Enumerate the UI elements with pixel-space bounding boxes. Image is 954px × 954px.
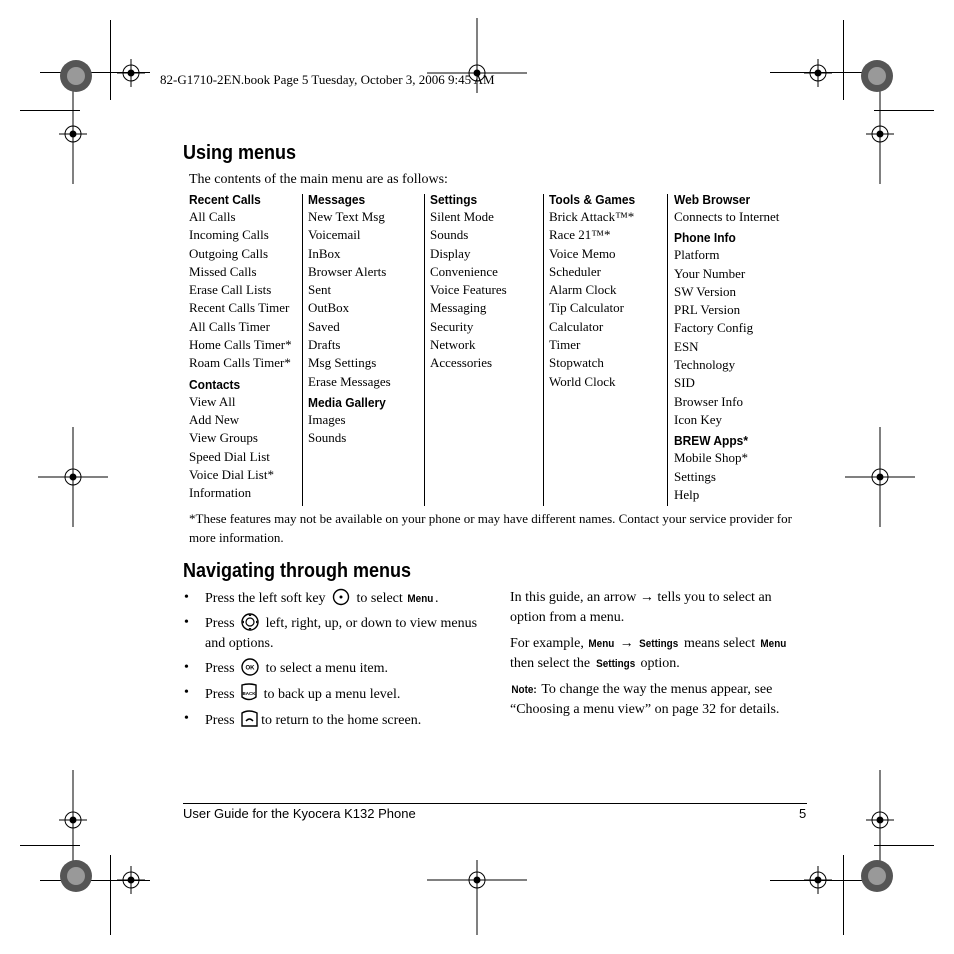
menu-column xyxy=(674,192,779,504)
menu-item: Sent xyxy=(308,282,332,298)
menu-item: OutBox xyxy=(308,300,350,316)
menu-item: Messaging xyxy=(430,300,487,316)
menu-group xyxy=(674,433,779,504)
end-key-icon xyxy=(241,709,258,728)
menu-item: Connects to Internet xyxy=(674,209,780,224)
menu-item: Alarm Clock xyxy=(549,282,617,298)
menu-item: Home Calls Timer* xyxy=(189,337,292,353)
menu-item: Platform xyxy=(674,247,720,263)
list-item: • Press OK to select a menu item. xyxy=(184,660,389,676)
column-divider xyxy=(424,194,425,506)
footer-title: User Guide for the Kyocera K132 Phone xyxy=(183,806,416,821)
menu-group xyxy=(674,230,779,429)
list-item: • Press the left soft key to select Menu. xyxy=(184,590,439,606)
menu-item: Roam Calls Timer* xyxy=(189,355,291,371)
menu-heading: Recent Calls xyxy=(189,192,261,207)
menu-item: Help xyxy=(674,486,700,502)
menu-item: Your Number xyxy=(674,265,746,281)
menu-item: Network xyxy=(430,337,476,353)
footnote: *These features may not be available on your phone or may have different names. Contact your service provider for more information. xyxy=(189,511,792,545)
menu-item: View Groups xyxy=(189,430,258,446)
column-divider xyxy=(302,194,303,506)
menu-heading: Web Browser xyxy=(674,192,751,207)
ok-key-icon xyxy=(241,658,259,676)
menu-item: Display xyxy=(430,245,471,261)
menu-item: Voice Dial List* xyxy=(189,466,274,482)
menu-item: Browser Alerts xyxy=(308,263,387,279)
print-header: 82-G1710-2EN.book Page 5 Tuesday, October 3, 2006 9:45 AM xyxy=(160,72,495,87)
menu-item: Missed Calls xyxy=(189,263,257,279)
menu-group xyxy=(674,192,779,226)
menu-group xyxy=(549,192,643,391)
menu-item: Erase Call Lists xyxy=(189,282,272,298)
menu-item: Convenience xyxy=(430,263,498,279)
menu-item: Mobile Shop* xyxy=(674,450,749,466)
menu-item: Images xyxy=(308,411,346,427)
menu-item: Accessories xyxy=(430,355,493,371)
menu-item: Saved xyxy=(308,318,340,334)
menu-item: Race 21™* xyxy=(549,227,611,243)
menu-heading: Media Gallery xyxy=(308,394,386,410)
menu-item: Recent Calls Timer xyxy=(189,300,290,316)
menu-item: Msg Settings xyxy=(308,355,377,371)
bullet-list xyxy=(184,588,484,735)
svg-text:BACK: BACK xyxy=(242,691,256,696)
menu-column xyxy=(549,192,643,391)
menu-item: Outgoing Calls xyxy=(189,245,269,261)
menu-heading: Contacts xyxy=(189,376,241,392)
menu-item: All Calls xyxy=(189,209,236,224)
page-number: 5 xyxy=(799,806,807,821)
menu-item: Silent Mode xyxy=(430,209,494,224)
menu-item: Icon Key xyxy=(674,411,723,427)
menu-item: World Clock xyxy=(549,373,616,389)
menu-column xyxy=(308,192,393,448)
menu-item: Sounds xyxy=(308,430,347,446)
menu-arrow-explanation xyxy=(510,588,810,726)
menu-heading: Phone Info xyxy=(674,230,736,246)
column-divider xyxy=(667,194,668,506)
section-title: Navigating through menus xyxy=(183,560,412,582)
menu-group xyxy=(308,395,393,448)
paragraph: In this guide, an arrow → tells you to select an option from a menu. xyxy=(510,590,772,625)
menu-item: Voice Features xyxy=(430,282,507,298)
menu-item: Incoming Calls xyxy=(189,227,269,243)
menu-column xyxy=(430,192,507,373)
menu-item: Voicemail xyxy=(308,227,361,243)
list-item: • Press left, right, up, or down to view menus and options. xyxy=(184,615,478,651)
page-title: Using menus xyxy=(183,142,297,164)
menu-heading: BREW Apps* xyxy=(674,433,748,449)
navigation-key-icon xyxy=(241,613,259,631)
menu-item: Erase Messages xyxy=(308,373,391,389)
menu-item: All Calls Timer xyxy=(189,318,270,334)
menu-group xyxy=(430,192,507,373)
menu-column xyxy=(189,192,292,502)
menu-item: Voice Memo xyxy=(549,245,616,261)
menu-item: Browser Info xyxy=(674,393,743,409)
back-key-icon xyxy=(241,683,257,702)
paragraph: For example, Menu → Settings means select Menu then select the Settings option. xyxy=(510,636,786,671)
list-item: • Press to return to the home screen. xyxy=(184,711,422,728)
footer-rule xyxy=(183,803,807,804)
menu-heading: Settings xyxy=(430,192,478,207)
list-item: • Press BACK to back up a menu level. xyxy=(184,685,401,702)
menu-group xyxy=(308,192,393,391)
intro-text: The contents of the main menu are as follows: xyxy=(189,172,448,187)
menu-item: ESN xyxy=(674,338,699,354)
menu-item: InBox xyxy=(308,245,341,261)
menu-item: New Text Msg xyxy=(308,209,385,224)
menu-item: Scheduler xyxy=(549,263,601,279)
menu-item: SW Version xyxy=(674,283,736,299)
menu-item: Speed Dial List xyxy=(189,448,270,464)
menu-item: Security xyxy=(430,318,474,334)
menu-item: Settings xyxy=(674,468,716,484)
menu-item: Tip Calculator xyxy=(549,300,624,316)
menu-item: PRL Version xyxy=(674,302,741,318)
menu-item: Add New xyxy=(189,411,240,427)
menu-heading: Tools & Games xyxy=(549,192,636,207)
menu-item: Factory Config xyxy=(674,320,754,336)
note: Note: To change the way the menus appear, see “Choosing a menu view” on page 32 for details. xyxy=(510,682,780,717)
menu-item: Information xyxy=(189,485,252,501)
menu-group xyxy=(189,192,292,373)
column-divider xyxy=(543,194,544,506)
menu-item: Brick Attack™* xyxy=(549,209,635,224)
menu-item: Calculator xyxy=(549,318,604,334)
menu-item: SID xyxy=(674,375,695,391)
note-label: Note: xyxy=(511,684,537,696)
menu-item: Stopwatch xyxy=(549,355,604,371)
left-soft-key-icon xyxy=(332,588,350,606)
menu-item: Technology xyxy=(674,357,736,373)
menu-heading: Messages xyxy=(308,192,366,207)
menu-item: Drafts xyxy=(308,337,341,353)
menu-item: Timer xyxy=(549,337,581,353)
menu-group xyxy=(189,377,292,503)
svg-text:OK: OK xyxy=(245,665,255,672)
menu-item: View All xyxy=(189,393,236,409)
menu-item: Sounds xyxy=(430,227,469,243)
